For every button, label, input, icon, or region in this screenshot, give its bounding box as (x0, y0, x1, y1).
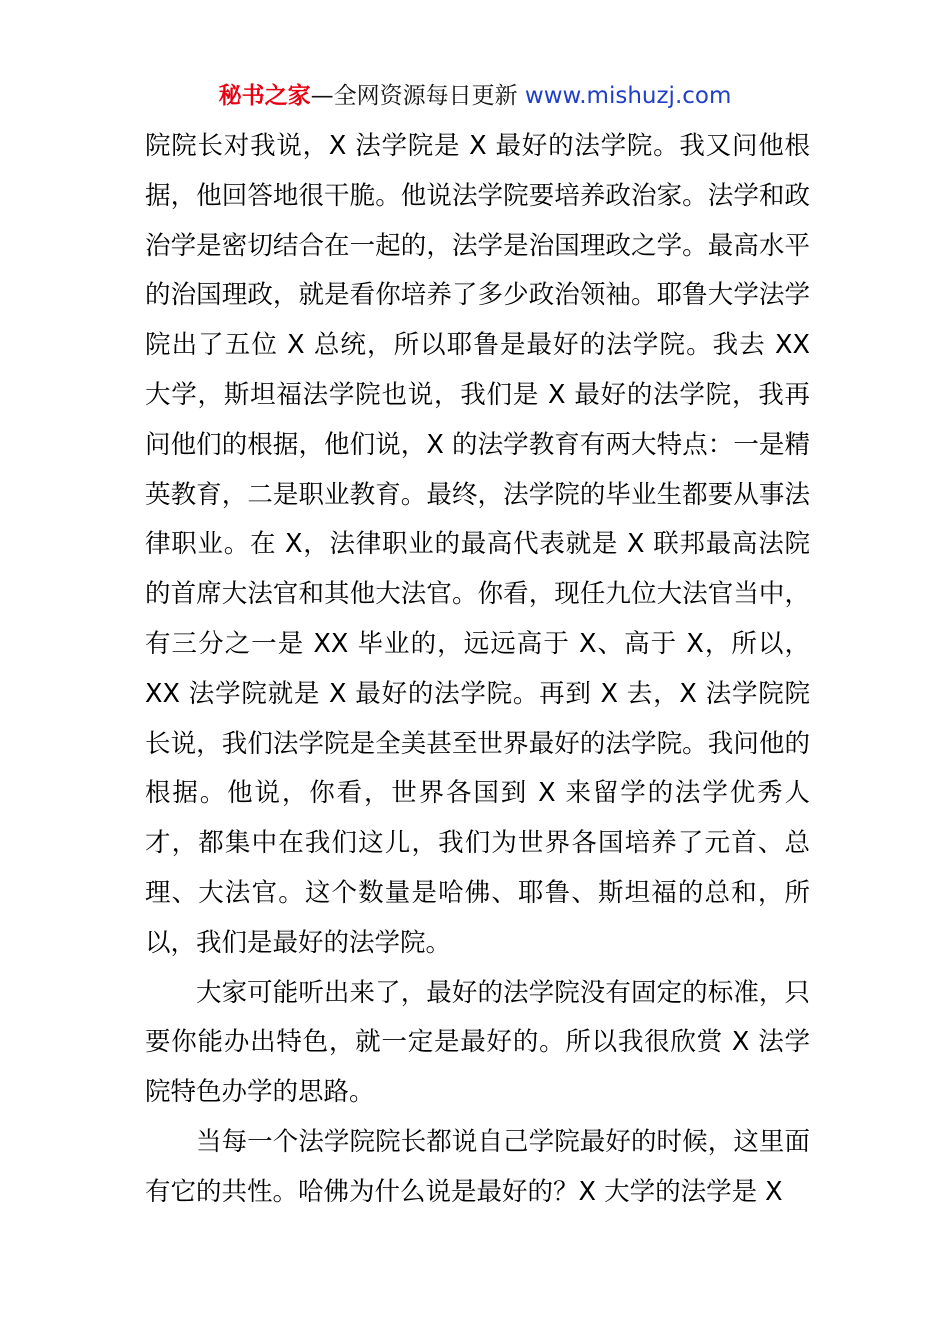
paragraph-3: 当每一个法学院院长都说自己学院最好的时候，这里面有它的共性。哈佛为什么说是最好的？X 大学的法学是 X (145, 1126, 810, 1207)
header-site-link[interactable]: www.mishuzj.com (524, 83, 732, 109)
header-tagline: —全网资源每日更新 (310, 83, 525, 109)
header-brand: 秘书之家 (218, 83, 311, 109)
document-body (145, 122, 810, 1218)
paragraph-2: 大家可能听出来了，最好的法学院没有固定的标准，只要你能办出特色，就一定是最好的。所以我很欣赏 X 法学院特色办学的思路。 (145, 977, 810, 1108)
page-header (0, 78, 950, 114)
paragraph-1: 院院长对我说，X 法学院是 X 最好的法学院。我又问他根据，他回答地很干脆。他说法学院要培养政治家。法学和政治学是密切结合在一起的，法学是治国理政之学。最高水平的治国理政，就是看你培养了多少政治领袖。耶鲁大学法学院出了五位 X 总统，所以耶鲁是最好的法学院。我去 XX 大学，斯坦福法学院也说，我们是 X 最好的法学院，我再问他们的根据，他们说，X 的法学教育有两大特点：一是精英教育，二是职业教育。最终，法学院的毕业生都要从事法律职业。在 X，法律职业的最高代表就是 X 联邦最高法院的首席大法官和其他大法官。你看，现任九位大法官当中，有三分之一是 XX 毕业的，远远高于 X、高于 X，所以，XX 法学院就是 X 最好的法学院。再到 X 去，X 法学院院长说，我们法学院是全美甚至世界最好的法学院。我问他的根据。他说，你看，世界各国到 X 来留学的法学优秀人才，都集中在我们这儿，我们为世界各国培养了元首、总理、大法官。这个数量是哈佛、耶鲁、斯坦福的总和，所以，我们是最好的法学院。 (145, 131, 810, 958)
